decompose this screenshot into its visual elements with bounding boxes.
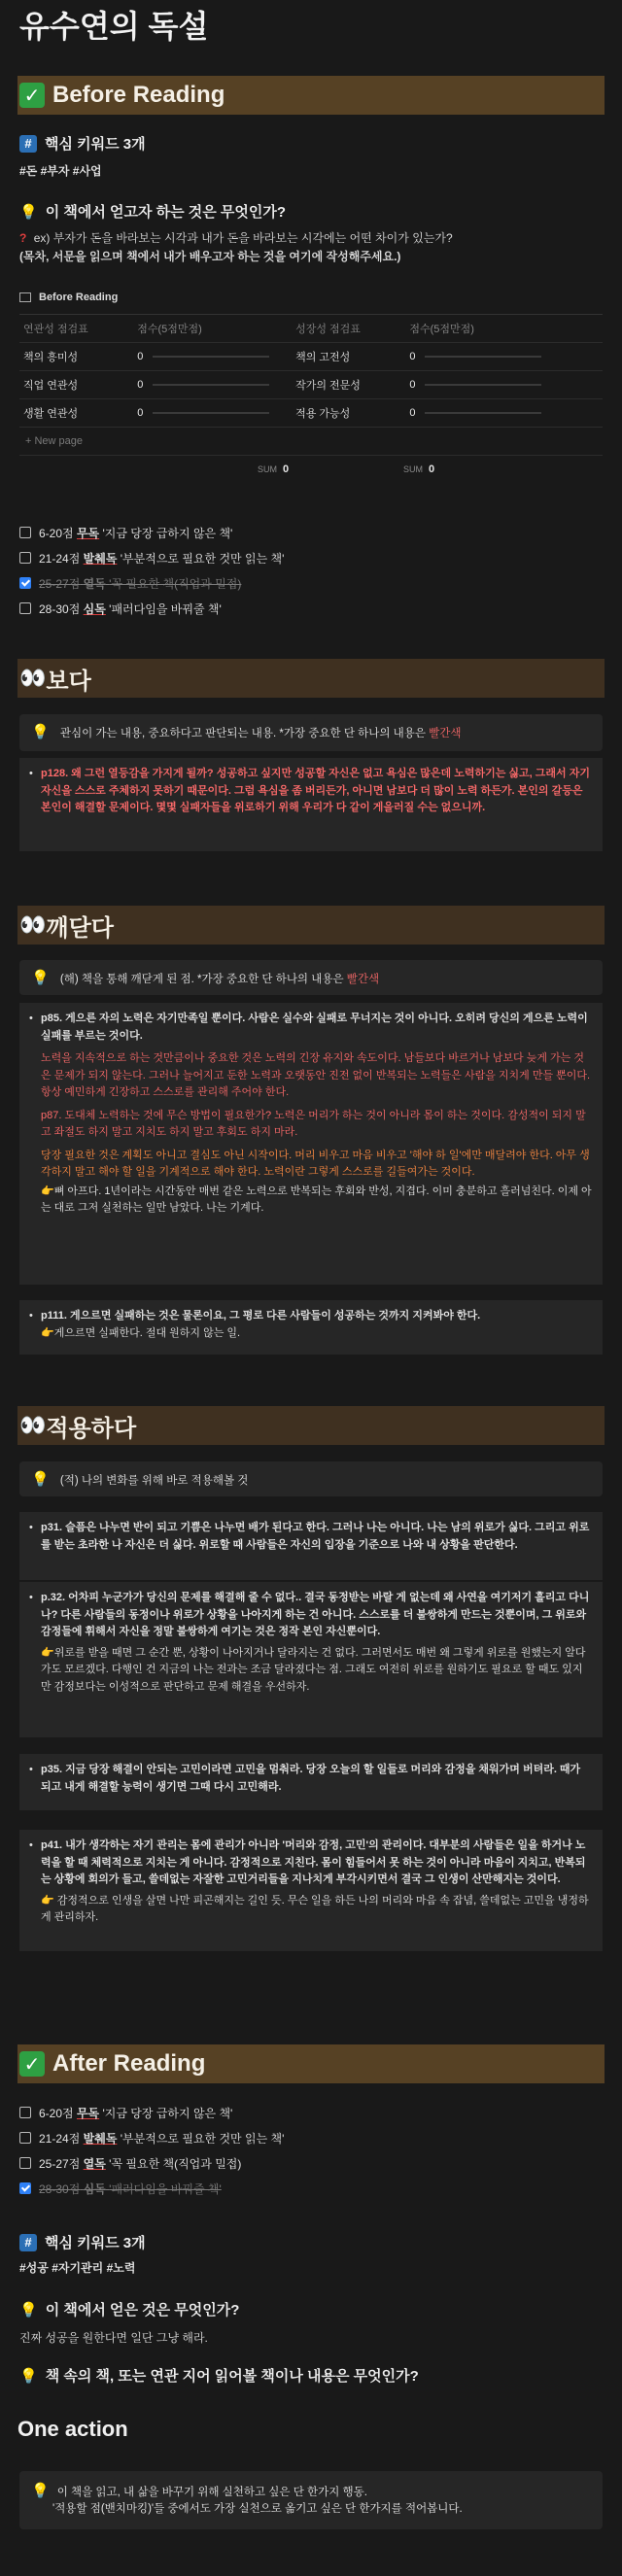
check-mark-icon: ✓ <box>19 83 45 108</box>
after-todo-list <box>19 2103 603 2198</box>
checkbox-checked[interactable] <box>19 577 31 589</box>
apply-callout: 💡 (적) 나의 변화를 위해 바로 적용해볼 것 <box>19 1461 603 1496</box>
realize-callout: 💡 (해) 책을 통해 깨닫게 된 점. *가장 중요한 단 하나의 내용은 빨간색 <box>19 960 603 995</box>
table-header-row <box>19 315 603 343</box>
lightbulb-icon: 💡 <box>19 2367 38 2385</box>
todo-item[interactable]: 21-24점 발췌독 '부분적으로 필요한 것만 읽는 책' <box>19 2128 603 2147</box>
lightbulb-icon: 💡 <box>19 203 38 221</box>
bullet: • <box>29 1764 33 1775</box>
bullet: • <box>29 1310 33 1322</box>
apply-quote: • p35. 지금 당장 해결이 안되는 고민이라면 고민을 멈춰라. 당장 오늘의 할 일들로 머리와 감정을 채워가며 버텨라. 때가 되고 내게 해결할 능력이 생기면 그때 다시 고민해라. <box>19 1754 603 1810</box>
eyes-icon: 👀 <box>19 1413 43 1437</box>
goal-question-text: 이 책에서 얻고자 하는 것은 무엇인가? <box>45 204 287 221</box>
instruction-line: (목차, 서문을 읽으며 책에서 내가 배우고자 하는 것을 여기에 작성해주세요.) <box>19 250 401 263</box>
checkbox-checked[interactable] <box>19 2182 31 2194</box>
checkbox[interactable] <box>19 552 31 564</box>
bullet: • <box>29 1592 33 1603</box>
score-cell[interactable]: 0 <box>137 379 292 391</box>
bullet: • <box>29 1013 33 1024</box>
see-heading <box>17 659 605 698</box>
related-books-question: 💡 책 속의 책, 또는 연관 지어 읽어볼 책이나 내용은 무엇인가? <box>19 2367 419 2385</box>
table-row[interactable] <box>19 399 603 428</box>
realize-title: 깨닫다 <box>46 914 114 942</box>
one-action-callout: 💡 이 책을 읽고, 내 삶을 바꾸기 위해 실천하고 싶은 단 한가지 행동. '적용할 점(밴치마킹)'들 중에서도 가장 실천으로 옮기고 싶은 단 한가지를 적어봅니다. <box>19 2471 603 2529</box>
lightbulb-icon: 💡 <box>31 2483 50 2499</box>
todo-item[interactable]: 28-30점 심독 '패러다임을 바꿔줄 책' <box>19 599 603 618</box>
sum-cell: SUM 0 <box>403 464 435 475</box>
apply-quote: • p31. 슬픔은 나누면 반이 되고 기쁨은 나누면 배가 된다고 한다. 그러나 나는 아니다. 나는 남의 위로가 싫다. 그리고 위로를 받는 초라한 나 자신은 더 싫다. 위로할 때 사람들은 자신의 입장을 기준으로 나와 내 상황을 판단한다. <box>19 1512 603 1580</box>
table-cell[interactable]: 적용 가능성 <box>295 408 351 420</box>
checkbox[interactable] <box>19 602 31 614</box>
eyes-icon: 👀 <box>19 912 43 937</box>
sum-row <box>19 456 603 483</box>
plus-icon: + <box>25 435 35 447</box>
todo-item[interactable]: 28-30점 심독 '패러다임을 바꿔줄 책' <box>19 2179 603 2198</box>
hash-icon: # <box>19 135 37 153</box>
table-cell[interactable]: 생활 연관성 <box>23 408 79 420</box>
score-cell[interactable]: 0 <box>409 407 603 419</box>
lightbulb-icon: 💡 <box>19 2301 38 2318</box>
gained-question: 💡 이 책에서 얻은 것은 무엇인가? <box>19 2301 240 2318</box>
table-row[interactable] <box>19 371 603 399</box>
checkbox[interactable] <box>19 527 31 538</box>
apply-title: 적용하다 <box>46 1415 137 1442</box>
table-cell[interactable]: 책의 고전성 <box>295 352 351 363</box>
page-title: 유수연의 독설 <box>19 9 209 44</box>
sum-cell: SUM 0 <box>258 464 290 475</box>
checkbox[interactable] <box>19 2157 31 2169</box>
score-bar <box>425 356 541 358</box>
see-title: 보다 <box>46 668 91 695</box>
todo-item[interactable]: 6-20점 무독 '지금 당장 급하지 않은 책' <box>19 2103 603 2122</box>
column-header[interactable]: 점수(5점만점) <box>409 324 474 335</box>
column-header[interactable]: 성장성 점검표 <box>295 324 361 335</box>
keywords-heading <box>19 133 146 154</box>
score-bar <box>153 412 269 414</box>
lightbulb-icon: 💡 <box>31 1471 50 1488</box>
checkbox[interactable] <box>19 2107 31 2118</box>
after-reading-title: After Reading <box>52 2050 206 2077</box>
todo-item[interactable]: 25-27점 열독 '꼭 필요한 책(직업과 밀접) <box>19 2153 603 2173</box>
lightbulb-icon: 💡 <box>31 724 50 740</box>
check-mark-icon: ✓ <box>19 2051 45 2077</box>
todo-item[interactable]: 6-20점 무독 '지금 당장 급하지 않은 책' <box>19 523 603 542</box>
table-cell[interactable]: 책의 흥미성 <box>23 352 79 363</box>
score-bar <box>425 412 541 414</box>
score-cell[interactable]: 0 <box>137 407 292 419</box>
todo-item[interactable]: 21-24점 발췌독 '부분적으로 필요한 것만 읽는 책' <box>19 548 603 567</box>
one-action-heading: One action <box>17 2417 128 2441</box>
score-table <box>19 314 603 483</box>
checkbox[interactable] <box>19 2132 31 2144</box>
realize-quote: • p111. 게으르면 실패하는 것은 물론이요, 그 평로 다른 사람들이 성공하는 것까지 지켜봐야 한다. 👉게으르면 실패한다. 절대 원하지 않는 일. <box>19 1300 603 1355</box>
bullet: • <box>29 1522 33 1533</box>
apply-quote: • p.32. 어차피 누군가가 당신의 문제를 해결해 줄 수 없다.. 결국 동정받는 바랄 게 없는데 왜 사연을 여기저기 흘리고 다니나? 다른 사람들의 동정이나 위로가 상황을 나아지게 하는 건 아니다. 스스로를 더 불쌍하게 만드는 것뿐이며, 그 위로와 감정들에 휘해서 자신을 정말 불쌍하게 여기는 것은 정작 본인 자신뿐이다. 👉위로를 받을 때면 그 순간 뿐, 상황이 나아지거나 달라지는 건 없다. 그러면서도 매번 왜 그렇게 위로를 원했는지 알다가도 모르겠다. 다행인 건 지금의 나는 전과는 조금 달라졌다는 점. 그래도 여전히 위로를 원하기도 필요로 할 때도 있지만 감정보다는 이성적으로 판단하고 문제 해결을 우선하자. <box>19 1582 603 1737</box>
table-row[interactable] <box>19 343 603 371</box>
score-cell[interactable]: 0 <box>137 351 292 362</box>
table-cell[interactable]: 직업 연관성 <box>23 380 79 392</box>
score-bar <box>153 356 269 358</box>
after-reading-heading <box>17 2044 605 2083</box>
example-line: ? ex) 부자가 돈을 바라보는 시각과 내가 돈을 바라보는 시각에는 어떤 차이가 있는가? <box>19 231 453 245</box>
after-keywords-heading: # 핵심 키워드 3개 <box>19 2232 146 2252</box>
see-callout: 💡 관심이 가는 내용, 중요하다고 판단되는 내용. *가장 중요한 단 하나의 내용은 빨간색 <box>19 714 603 751</box>
column-header[interactable]: 연관성 점검표 <box>23 324 88 335</box>
bullet: • <box>29 1839 33 1851</box>
before-reading-title: Before Reading <box>52 82 225 108</box>
score-bar <box>425 384 541 386</box>
realize-heading <box>17 906 605 945</box>
score-cell[interactable]: 0 <box>409 379 603 391</box>
todo-item[interactable]: 25-27점 열독 '꼭 필요한 책(직업과 밀접) <box>19 573 603 593</box>
new-page-button[interactable]: + New page <box>19 428 603 456</box>
goal-question <box>19 201 286 222</box>
hash-icon: # <box>19 2234 37 2251</box>
table-title: Before Reading <box>19 292 118 303</box>
eyes-icon: 👀 <box>19 666 43 690</box>
see-quote: • p128. 왜 그런 열등감을 가지게 될까? 성공하고 싶지만 성공할 자신은 없고 욕심은 많은데 노력하기는 싫고, 그래서 자기 자신을 스스로 주체하지 못하기 때문이다. 그럼 욕심을 좀 버리든가, 아니면 남보다 더 많이 노력 하든가. 본인의 갈등은 본인이 해결할 문제이다. 몇몇 실패자들을 위로하기 위해 우리가 다 같이 게을러질 수는 없으니까. <box>19 758 603 851</box>
before-reading-heading <box>17 76 605 115</box>
score-bar <box>153 384 269 386</box>
keywords-tags: #돈 #부자 #사업 <box>19 164 102 178</box>
apply-heading <box>17 1406 605 1445</box>
after-keywords-tags: #성공 #자기관리 #노력 <box>19 2261 136 2275</box>
question-mark-icon: ? <box>19 231 27 245</box>
keywords-title: 핵심 키워드 3개 <box>45 136 146 153</box>
before-todo-list <box>19 523 603 618</box>
bullet: • <box>29 768 33 779</box>
lightbulb-icon: 💡 <box>31 970 50 986</box>
apply-quote: • p41. 내가 생각하는 자기 관리는 몸에 관리가 아니라 '머리와 감정, 고민'의 관리이다. 대부분의 사람들은 일을 하거나 노력을 할 때 체력적으로 지치는 게 아니다. 감정적으로 지친다. 몸이 힘들어서 못 하는 것이 아니라 마음이 지치고, 반복되는 상황에 회의가 들고, 쓸데없는 자잘한 고민거리들을 지나치게 부각시키면서 결국 그 인생이 산만해지는 것이다. 👉 감정적으로 인생을 살면 나만 피곤해지는 길인 듯. 무슨 일을 하든 나의 머리와 마음 속 잡념, 쓸데없는 고민을 냉정하게 관리하자. <box>19 1830 603 1951</box>
realize-quote: • p85. 게으른 자의 노력은 자기만족일 뿐이다. 사람은 실수와 실패로 무너지는 것이 아니다. 오히려 당신의 게으른 노력이 실패를 부르는 것이다. 노력을 지속적으로 하는 것만큼이나 중요한 것은 노력의 긴장 유지와 속도이다. 남들보다 바르거나 남보다 늦게 가는 것은 문제가 되지 않는다. 그러나 늘어지고 둔한 노력과 오랫동안 진전 없이 반복되는 노력들은 사람을 지치게 만들 뿐이다. 항상 예민하게 긴장하고 스스로를 관리해 주어야 한다. p87. 도대체 노력하는 것에 무슨 방법이 필요한가? 노력은 머리가 하는 것이 아니라 몸이 하는 것이다. 감성적이 되지 말고 좌절도 하지 말고 지치도 하지 말고 후회도 하지 마라. 당장 필요한 것은 계획도 아니고 결심도 아닌 시작이다. 머리 비우고 마음 비우고 '해야 하 일'에만 매달려야 한다. 아무 생각하지 말고 해야 할 일을 기계적으로 해야 한다. 노력이란 그렇게 스스로를 길들여가는 것이다. 👉뼈 아프다. 1년이라는 시간동안 매번 같은 노력으로 반복되는 후회와 반성, 지겹다. 이미 충분하고 흘러넘친다. 이제 아는 대로 그저 실천하는 일만 남았다. 나는 기계다. <box>19 1003 603 1285</box>
table-cell[interactable]: 작가의 전문성 <box>295 380 361 392</box>
gained-answer[interactable]: 진짜 성공을 원한다면 일단 그냥 해라. <box>19 2331 208 2345</box>
column-header[interactable]: 점수(5점만점) <box>137 324 202 335</box>
score-cell[interactable]: 0 <box>409 351 603 362</box>
table-icon <box>19 292 31 302</box>
